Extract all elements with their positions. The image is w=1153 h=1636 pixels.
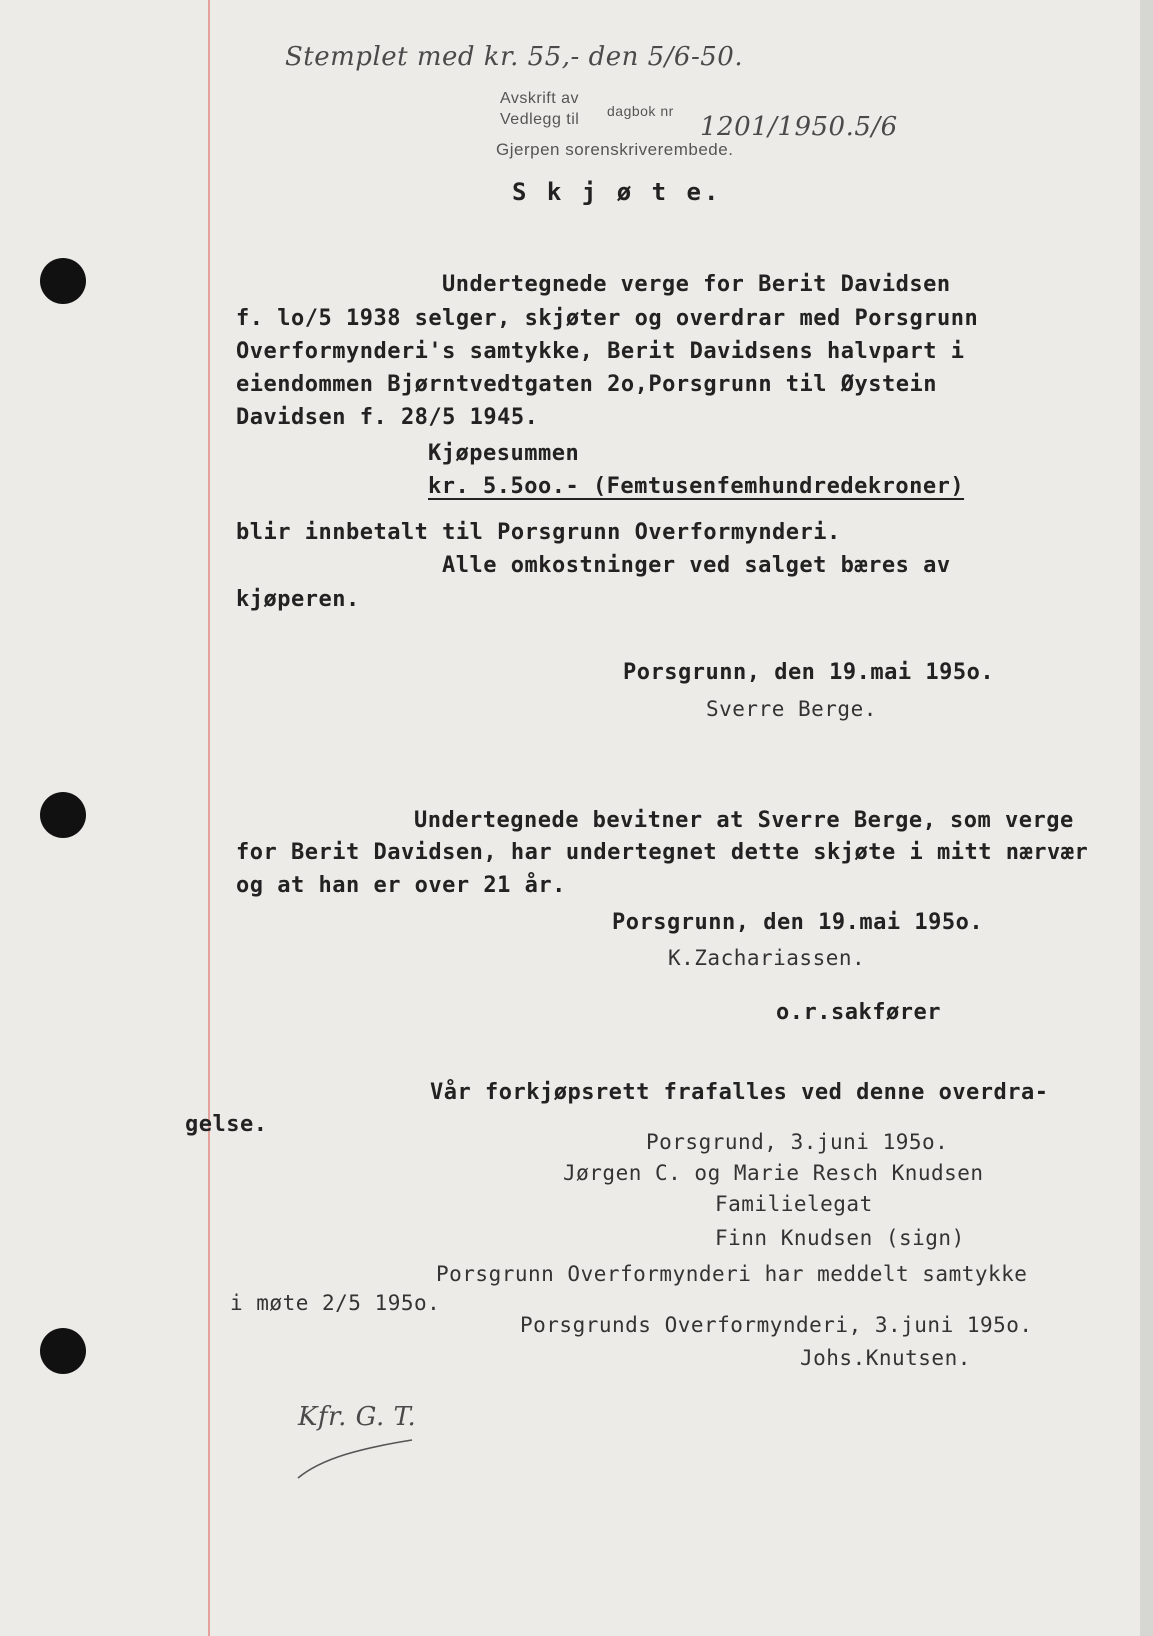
document-title: S k j ø t e. (512, 178, 722, 206)
place-date: Porsgrund, 3.juni 195o. (646, 1130, 949, 1154)
body-line: Porsgrunn Overformynderi har meddelt samtykke (436, 1262, 1028, 1286)
paraph-stroke-icon (292, 1418, 422, 1488)
stamp-dagbok: dagbok nr (607, 103, 674, 119)
price-amount: kr. 5.5oo.- (Femtusenfemhundredekroner) (428, 474, 965, 499)
legat-name: Familielegat (715, 1192, 873, 1216)
body-line: Undertegnede verge for Berit Davidsen (442, 272, 951, 297)
punch-hole-bottom (40, 1328, 86, 1374)
signer-name: Johs.Knutsen. (800, 1346, 971, 1370)
body-line: for Berit Davidsen, har undertegnet dette skjøte i mitt nærvær (236, 840, 1089, 865)
body-line: Vår forkjøpsrett frafalles ved denne overdra- (430, 1080, 1049, 1105)
body-line: gelse. (185, 1112, 268, 1137)
stamp-journal-number: 1201/1950.5/6 (700, 112, 898, 142)
signer-name: Finn Knudsen (sign) (715, 1226, 965, 1250)
body-line: f. lo/5 1938 selger, skjøter og overdrar med Porsgrunn (236, 306, 979, 331)
body-line: kjøperen. (236, 587, 360, 612)
body-line: Overformynderi's samtykke, Berit Davidsens halvpart i (236, 339, 965, 364)
punch-hole-middle (40, 792, 86, 838)
body-line: Undertegnede bevitner at Sverre Berge, som verge (414, 808, 1074, 833)
body-line: i møte 2/5 195o. (230, 1291, 441, 1315)
body-line: eiendommen Bjørntvedtgaten 2o,Porsgrunn til Øystein (236, 372, 938, 397)
margin-rule (208, 0, 210, 1636)
page-edge (1140, 0, 1153, 1636)
stamp-office: Gjerpen sorenskriverembede. (496, 140, 734, 159)
body-line: blir innbetalt til Porsgrunn Overformynderi. (236, 520, 841, 545)
punch-hole-top (40, 258, 86, 304)
stamp-vedlegg: Vedlegg til (500, 111, 580, 128)
handwritten-initials: Kfr. G. T. (298, 1402, 417, 1432)
place-date: Porsgrunn, den 19.mai 195o. (623, 660, 995, 685)
handwritten-stamp-note: Stemplet med kr. 55,- den 5/6-50. (285, 42, 744, 72)
signer-title: o.r.sakfører (776, 1000, 941, 1025)
place-date: Porsgrunn, den 19.mai 195o. (612, 910, 984, 935)
place-date: Porsgrunds Overformynderi, 3.juni 195o. (520, 1313, 1033, 1337)
body-line: Davidsen f. 28/5 1945. (236, 405, 539, 430)
signer-name: K.Zachariassen. (668, 946, 866, 970)
price-label: Kjøpesummen (428, 441, 580, 466)
signer-name: Sverre Berge. (706, 697, 877, 721)
stamp-avskrift: Avskrift av (500, 90, 579, 107)
legat-name: Jørgen C. og Marie Resch Knudsen (563, 1161, 984, 1185)
body-line: og at han er over 21 år. (236, 873, 566, 898)
body-line: Alle omkostninger ved salget bæres av (442, 553, 951, 578)
